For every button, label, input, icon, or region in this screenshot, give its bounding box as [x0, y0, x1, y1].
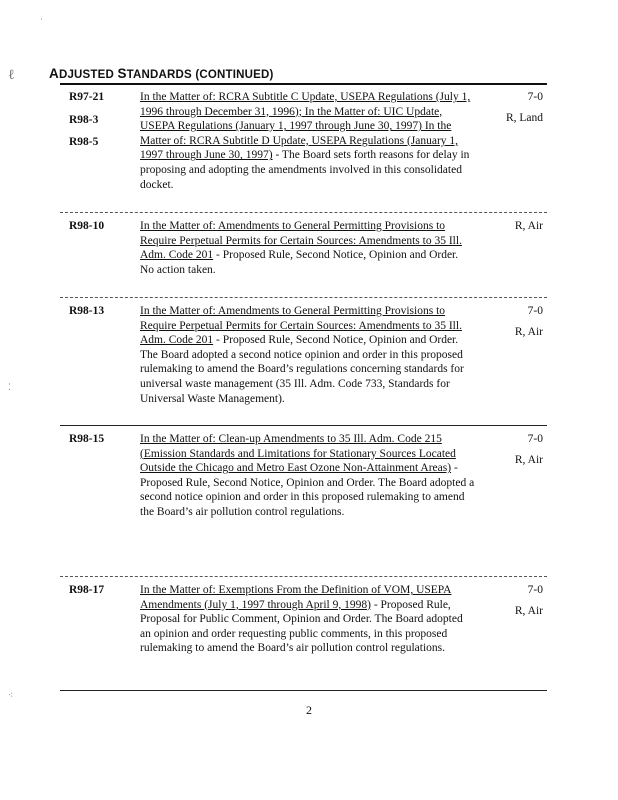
docket-numbers	[69, 219, 135, 242]
entry-divider	[60, 425, 547, 426]
entry-title: In the Matter of: Clean-up Amendments to 35 Ill. Adm. Code 215 (Emission Standards and Limitations for Stationary Sources Located Outside the Chicago and Metro East Ozone Non-Attainment Areas)	[140, 433, 456, 475]
entry-vote	[487, 219, 543, 234]
header-letter-a: A	[49, 66, 59, 81]
entry-description	[140, 219, 475, 277]
rule-type: R, Air	[514, 604, 543, 617]
entry-body: - The Board sets forth reasons for delay in proposing and adopting the amendments involved in this consolidated docket.	[140, 149, 470, 191]
scan-mark-top: ·	[40, 14, 43, 24]
entry-title: In the Matter of: Exemptions From the Definition of VOM, USEPA Amendments (July 1, 1997 through April 9, 1998)	[140, 584, 452, 611]
entry-body: - Proposed Rule, Second Notice, Opinion and Order. The Board adopted a second notice opinion and order in this proposed rulemaking to amend the Board’s regulations concerning standards for universal waste management (35 Ill. Adm. Code 733, Standards for Universal Waste Management).	[140, 334, 464, 405]
docket-number: R98-17	[69, 584, 105, 596]
entry-description	[140, 432, 475, 520]
docket-numbers	[69, 432, 135, 455]
section-header	[49, 66, 274, 81]
entry-description	[140, 583, 475, 656]
entry-vote	[487, 432, 543, 467]
docket-numbers	[69, 90, 135, 158]
entry-divider	[60, 576, 547, 577]
docket-number: R98-13	[69, 305, 105, 317]
rule-type: R, Air	[514, 453, 543, 466]
header-text-3: ONTINUED)	[207, 69, 274, 81]
vote-count: 7-0	[527, 305, 543, 317]
scan-mark-left: ℓ	[8, 68, 15, 83]
entry-divider	[60, 212, 547, 213]
vote-count: 7-0	[527, 433, 543, 445]
entry-body: - Proposed Rule, Second Notice, Opinion and Order. The Board adopted a second notice opinion and order in this proposed rulemaking to amend the Board’s air pollution control regulations.	[140, 462, 475, 518]
docket-numbers	[69, 583, 135, 606]
entry-vote	[487, 90, 543, 125]
rule-type: R, Air	[514, 220, 543, 232]
rule-type: R, Land	[505, 111, 543, 124]
scan-mark-bottom: ⁖	[8, 690, 14, 700]
entry-vote	[487, 304, 543, 339]
vote-count: 7-0	[527, 91, 543, 103]
entry-title: In the Matter of: Amendments to General Permitting Provisions to Require Perpetual Permits for Certain Sources: Amendments to 35 Ill. Adm. Code 201	[140, 220, 462, 262]
header-letter-s: S	[117, 66, 127, 81]
entry-body: - Proposed Rule, Proposal for Public Comment, Opinion and Order. The Board adopted an opinion and order requesting public comments, in this proposed rulemaking to amend the Board’s air pollution control regulations.	[140, 598, 463, 655]
page-number: 2	[306, 703, 312, 717]
entry-vote	[487, 583, 543, 618]
docket-numbers	[69, 304, 135, 327]
entry-title: In the Matter of: RCRA Subtitle C Update, USEPA Regulations (July 1, 1996 through December 31, 1996); In the Matter of: UIC Update, USEPA Regulations (January 1, 1997 through June 30, 1997) In the Matter of: RCRA Subtitle D Update, USEPA Regulations (January 1, 1997 through June 30, 1997)	[140, 91, 471, 162]
scan-mark-left-mid: ⁚	[8, 382, 11, 392]
entry-description	[140, 304, 475, 406]
entry-description	[140, 90, 475, 192]
rule-type: R, Air	[514, 325, 543, 338]
vote-count: 7-0	[527, 584, 543, 596]
header-text-2: TANDARDS	[126, 69, 196, 81]
entry-body: - Proposed Rule, Second Notice, Opinion and Order. No action taken.	[140, 249, 459, 276]
header-text-1: DJUSTED	[58, 69, 118, 81]
footer-rule	[60, 690, 547, 691]
docket-number: R98-15	[69, 433, 105, 445]
header-rule	[60, 83, 547, 85]
header-letter-c: (C	[195, 69, 208, 81]
docket-number: R98-3	[69, 113, 99, 126]
docket-number: R97-21	[69, 91, 105, 103]
docket-number: R98-10	[69, 220, 105, 232]
entry-divider	[60, 297, 547, 298]
entry-title: In the Matter of: Amendments to General Permitting Provisions to Require Perpetual Permits for Certain Sources: Amendments to 35 Ill. Adm. Code 201	[140, 305, 462, 347]
docket-number: R98-5	[69, 136, 99, 149]
